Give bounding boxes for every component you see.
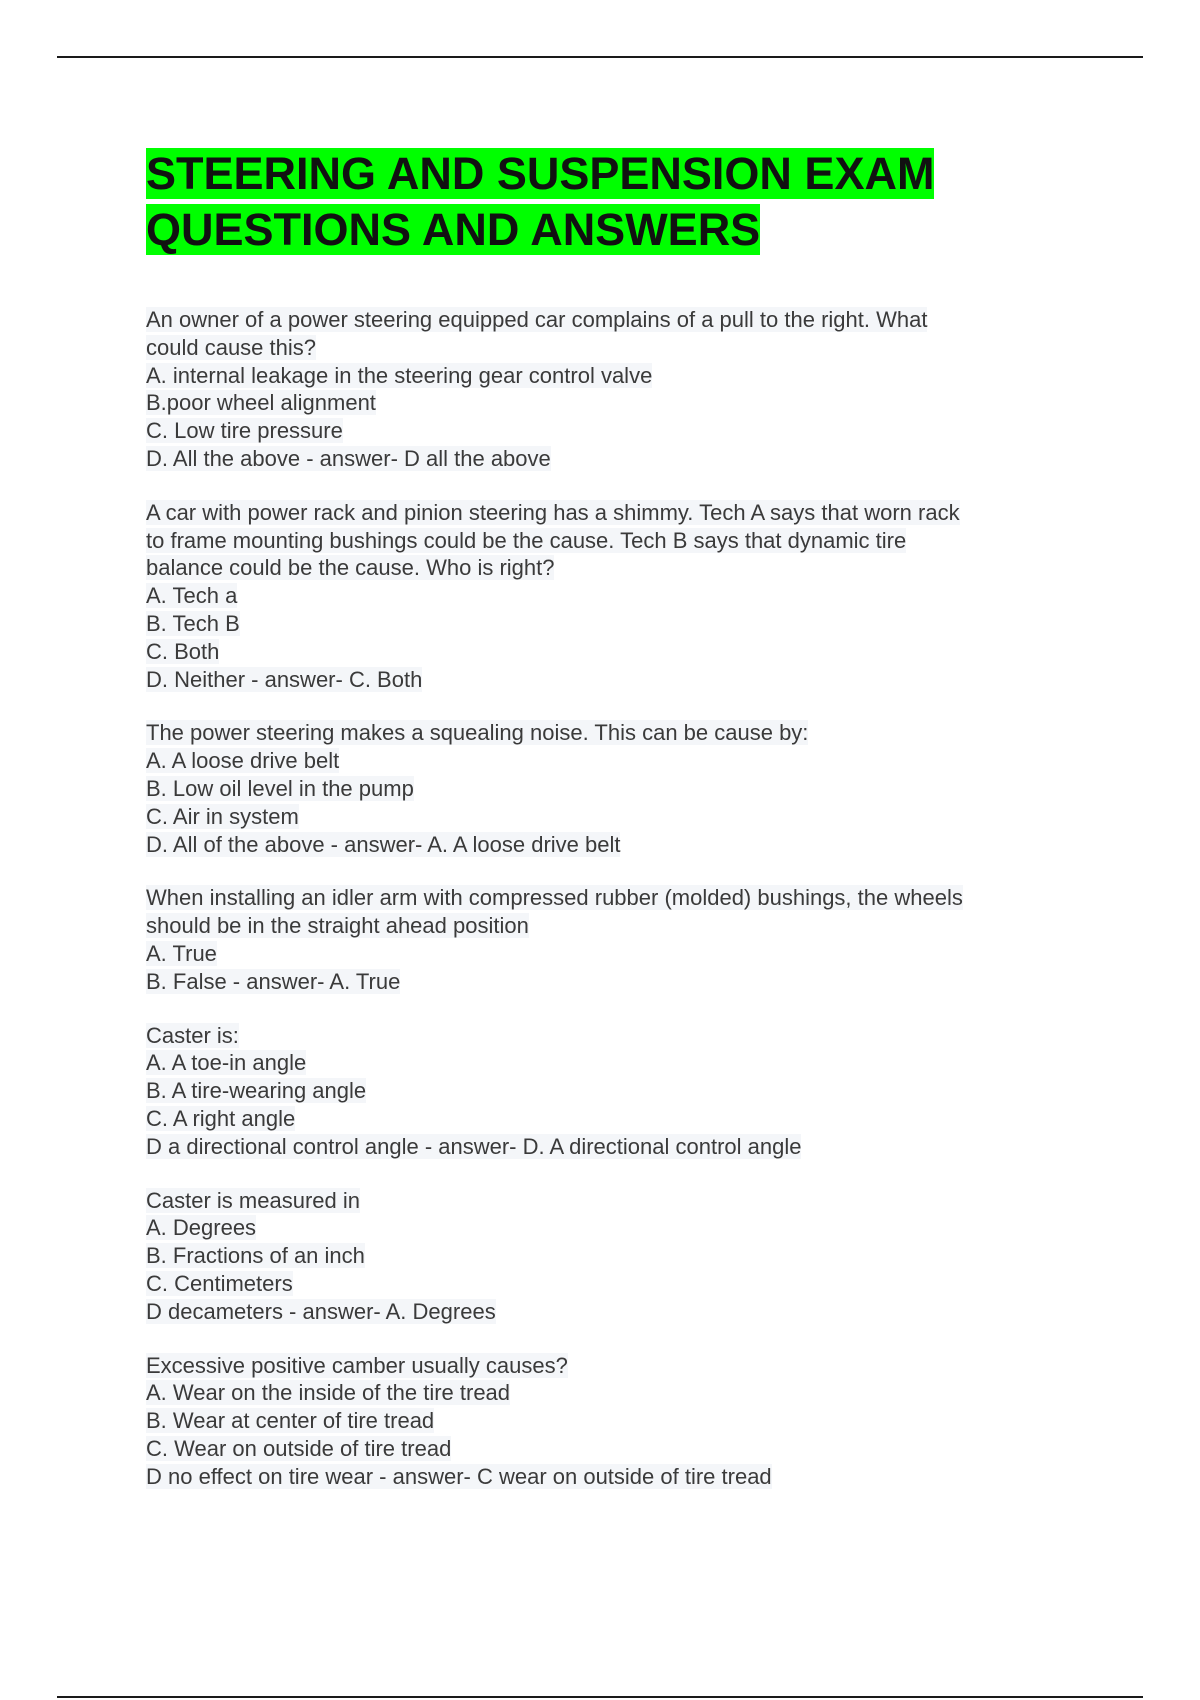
answer-option: D no effect on tire wear - answer- C wear on outside of tire tread <box>146 1463 772 1489</box>
question-block <box>146 1352 1076 1491</box>
answer-option: C. Air in system <box>146 803 299 829</box>
answer-option: A. Tech a <box>146 583 238 609</box>
question-text: An owner of a power steering equipped car complains of a pull to the right. What <box>146 307 928 332</box>
answer-option: B. False - answer- A. True <box>146 968 401 994</box>
question-block <box>146 719 1076 858</box>
answer-option: A. internal leakage in the steering gear control valve <box>146 362 653 388</box>
question-block <box>146 306 1076 473</box>
answer-option: A. Degrees <box>146 1215 257 1241</box>
question-block <box>146 1022 1076 1161</box>
answer-option: B. Tech B <box>146 610 240 636</box>
answer-option: D a directional control angle - answer- D. A directional control angle <box>146 1133 802 1159</box>
question-text: Caster is measured in <box>146 1187 360 1213</box>
question-block <box>146 499 1076 694</box>
question-text: A car with power rack and pinion steering has a shimmy. Tech A says that worn rack <box>146 499 960 525</box>
answer-option: B.poor wheel alignment <box>146 390 376 416</box>
document-body <box>146 146 1076 1516</box>
answer-option: D. All of the above - answer- A. A loose drive belt <box>146 831 621 857</box>
title-line: QUESTIONS AND ANSWERS <box>146 204 761 255</box>
answer-option: D. All the above - answer- D all the above <box>146 445 551 471</box>
answer-option: C. Both <box>146 638 220 664</box>
question-block <box>146 1187 1076 1326</box>
answer-option: C. Centimeters <box>146 1270 293 1296</box>
answer-option: C. A right angle <box>146 1105 296 1131</box>
answer-option: D decameters - answer- A. Degrees <box>146 1298 496 1324</box>
answer-option: C. Wear on outside of tire tread <box>146 1435 452 1461</box>
answer-option: A. A toe-in angle <box>146 1050 307 1076</box>
header-rule <box>57 56 1143 58</box>
document-title <box>146 146 1076 258</box>
answer-option: D. Neither - answer- C. Both <box>146 666 423 692</box>
answer-option: B. Low oil level in the pump <box>146 775 414 801</box>
question-text: The power steering makes a squealing noise. This can be cause by: <box>146 720 809 746</box>
question-text: to frame mounting bushings could be the cause. Tech B says that dynamic tire <box>146 527 907 553</box>
answer-option: B. Fractions of an inch <box>146 1243 365 1269</box>
question-text: balance could be the cause. Who is right? <box>146 555 555 581</box>
answer-option: B. Wear at center of tire tread <box>146 1408 435 1434</box>
answer-option: A. A loose drive belt <box>146 748 340 774</box>
answer-option: C. Low tire pressure <box>146 418 343 444</box>
answer-option: A. True <box>146 940 217 966</box>
question-text: should be in the straight ahead position <box>146 913 529 939</box>
question-text: Caster is: <box>146 1022 239 1048</box>
answer-option: A. Wear on the inside of the tire tread <box>146 1380 511 1406</box>
question-text: could cause this? <box>146 334 316 360</box>
answer-option: B. A tire-wearing angle <box>146 1078 367 1104</box>
question-text: When installing an idler arm with compressed rubber (molded) bushings, the wheels <box>146 885 963 911</box>
question-block <box>146 884 1076 995</box>
title-line: STEERING AND SUSPENSION EXAM <box>146 148 935 199</box>
footer-rule <box>57 1696 1143 1698</box>
question-text: Excessive positive camber usually causes? <box>146 1352 568 1378</box>
